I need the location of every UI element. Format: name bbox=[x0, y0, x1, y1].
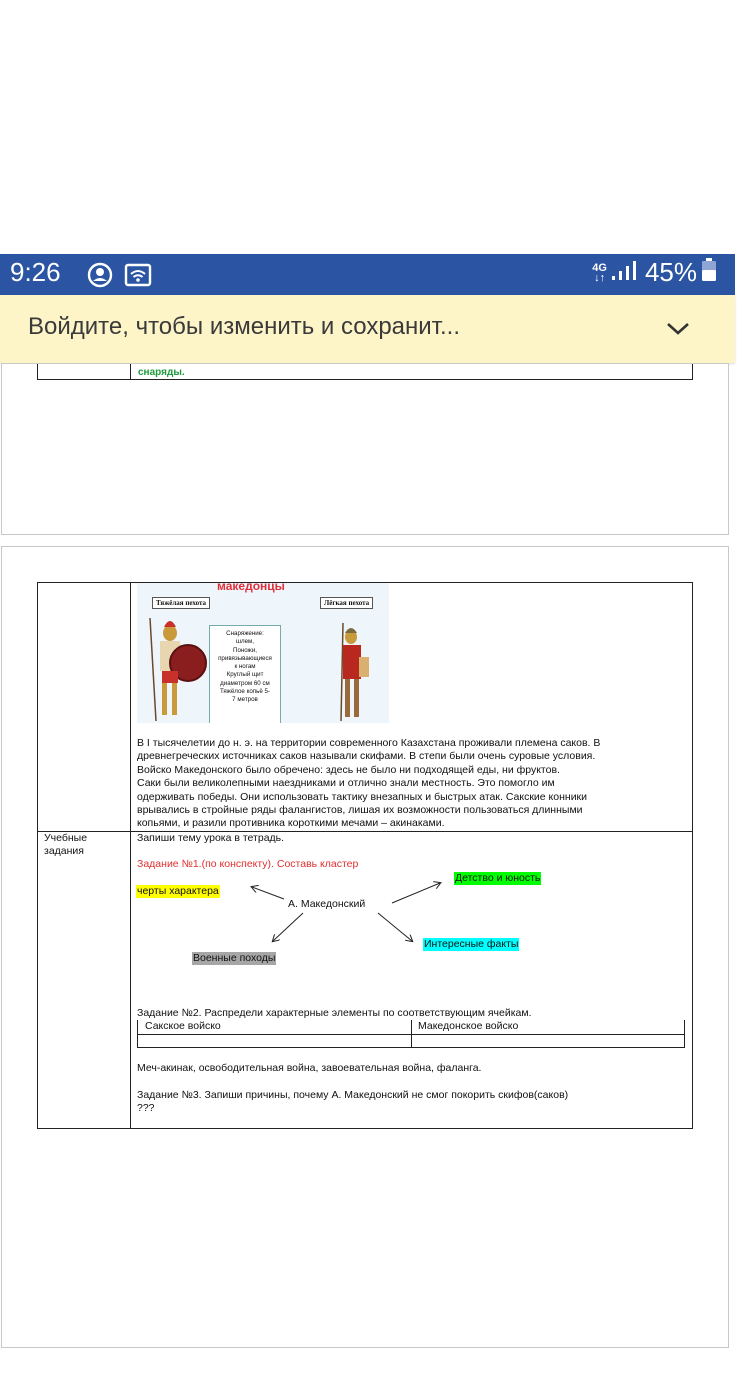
label-light-infantry: Лёгкая пехота bbox=[320, 597, 373, 609]
cluster-node-childhood: Детство и юность bbox=[455, 872, 541, 884]
arrow-to-childhood bbox=[392, 883, 440, 903]
paragraph-line: Саки были великолепными наездниками и отлично знали местность. Это помогло им bbox=[137, 777, 555, 790]
task2-col-macedonian: Македонское войско bbox=[418, 1020, 519, 1032]
page1-tail-text: снаряды. bbox=[138, 367, 185, 378]
task2-table-row-divider bbox=[138, 1034, 684, 1035]
equipment-line: Круглый щит bbox=[226, 671, 264, 679]
equipment-line: шлем, bbox=[236, 638, 254, 646]
arrow-to-campaigns bbox=[273, 913, 303, 941]
status-time: 9:26 bbox=[10, 257, 61, 287]
network-type: 4G ↓↑ bbox=[592, 261, 607, 284]
label-heavy-infantry: Тяжёлая пехота bbox=[152, 597, 210, 609]
equipment-line: к ногам bbox=[234, 663, 256, 671]
task2-items: Меч-акинак, освободительная война, завоевательная война, фаланга. bbox=[137, 1062, 482, 1074]
task2-col-saka: Сакское войско bbox=[145, 1020, 221, 1032]
equipment-line: привязывающиеся bbox=[218, 654, 272, 662]
label-line: задания bbox=[44, 845, 84, 858]
paragraph-line: Войско Македонского было обречено: здесь не было ни подходящей еды, ни фруктов. bbox=[137, 763, 560, 776]
arrow-to-facts bbox=[378, 913, 412, 941]
instruction-text: Запиши тему урока в тетрадь. bbox=[137, 832, 285, 844]
paragraph-line: одерживать победы. Они использовать тактику внезапных и быстрых атак. Сакские конники bbox=[137, 790, 588, 803]
task3-title-line: Задание №3. Запиши причины, почему А. Македонский не смог покорить скифов(саков) bbox=[137, 1089, 569, 1101]
task2-title: Задание №2. Распредели характерные элементы по соответствующим ячейкам. bbox=[137, 1007, 532, 1019]
equipment-line: Поножи, bbox=[233, 646, 257, 654]
equipment-line: диаметром 60 см bbox=[220, 679, 270, 687]
paragraph-line: врывались в стройные ряды фалангистов, лишая их возможности пользоваться длинными bbox=[137, 804, 583, 817]
task3-marks: ??? bbox=[137, 1102, 155, 1115]
banner-text: Войдите, чтобы изменить и сохранит... bbox=[28, 313, 461, 340]
task3-title bbox=[137, 1089, 687, 1116]
task1-title: Задание №1.(по конспекту). Составь кластер bbox=[137, 858, 359, 870]
label-line: Учебные bbox=[44, 832, 88, 844]
arrow-to-traits bbox=[252, 887, 284, 899]
paragraph-line: копьями, и разили противника короткими мечами – акинаками. bbox=[137, 817, 445, 830]
equipment-line: 7 метров bbox=[232, 696, 258, 704]
equipment-line: Снаряжение: bbox=[226, 630, 264, 637]
equipment-line: Тяжёлое копьё 5- bbox=[219, 688, 271, 696]
cluster-node-campaigns: Военные походы bbox=[193, 952, 276, 964]
paragraph-line: древнегреческих источниках саков называли скифами. В степи были очень суровые условия. bbox=[137, 750, 596, 763]
cluster-node-traits: черты характера bbox=[137, 885, 219, 897]
task2-table bbox=[137, 1020, 685, 1048]
cluster-node-facts: Интересные факты bbox=[424, 938, 519, 950]
battery-percent: 45% bbox=[644, 257, 697, 287]
paragraph-line: В I тысячелетии до н. э. на территории современного Казахстана проживали племена саков. В bbox=[137, 737, 601, 749]
illustration-title: македонцы bbox=[217, 583, 285, 593]
cluster-center-node: А. Македонский bbox=[288, 898, 366, 910]
